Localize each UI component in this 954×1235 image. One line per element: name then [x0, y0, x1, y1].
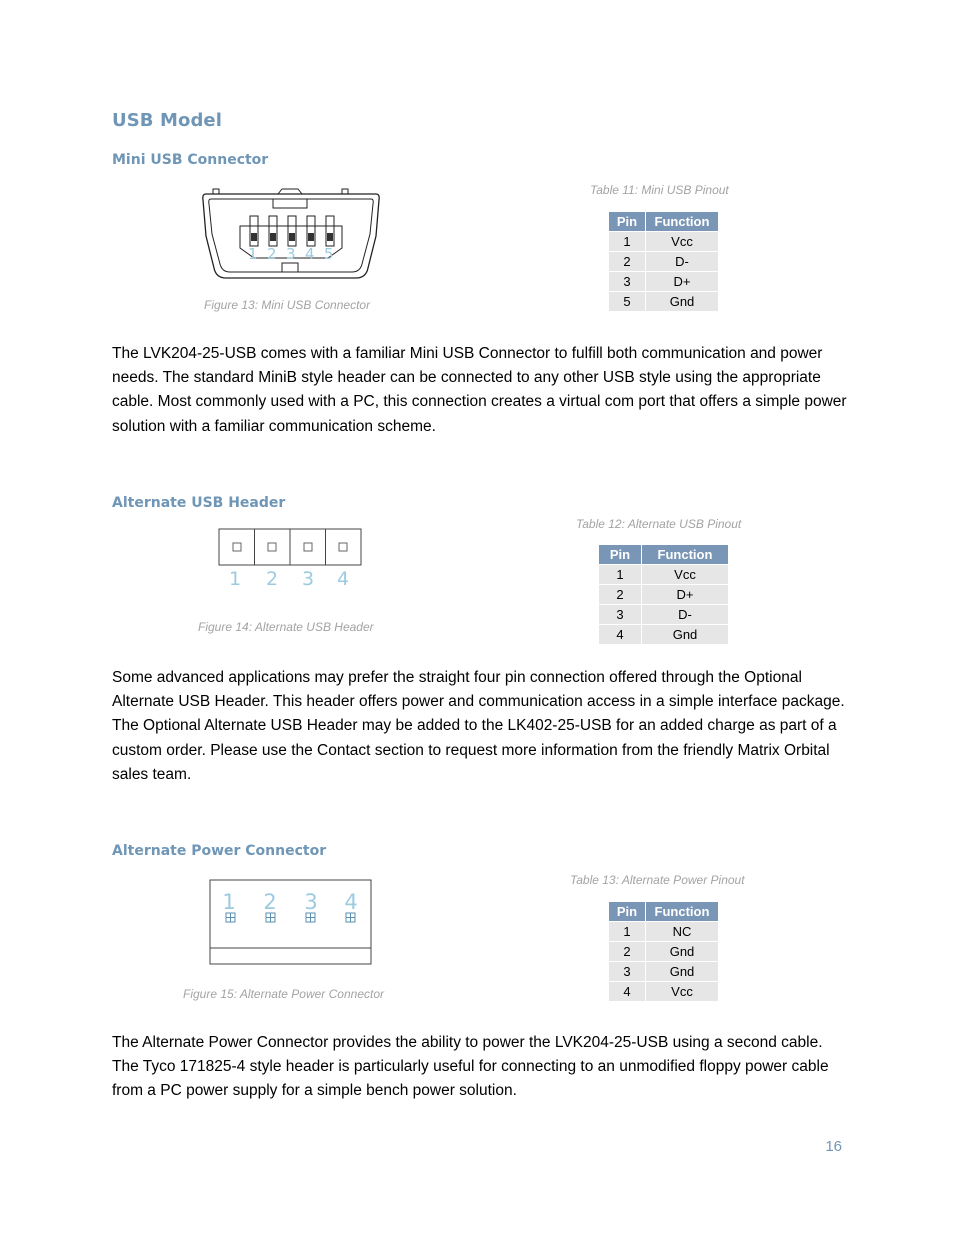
figure-caption: Figure 15: Alternate Power Connector: [183, 987, 384, 1001]
function-cell: Gnd: [642, 625, 729, 645]
function-cell: Gnd: [646, 942, 719, 962]
table-caption: Table 13: Alternate Power Pinout: [570, 873, 745, 887]
figure-pin-label: 2: [267, 245, 277, 263]
table-caption: Table 11: Mini USB Pinout: [590, 183, 729, 197]
table-header-row: [609, 212, 719, 232]
pin-cell: 3: [609, 962, 646, 982]
figure-pin-label: 1: [228, 568, 242, 590]
table-caption: Table 12: Alternate USB Pinout: [576, 517, 742, 531]
figure-pin-label: 4: [344, 890, 358, 914]
pin-cell: 1: [609, 922, 646, 942]
table-row: [609, 292, 719, 312]
figure-caption: Figure 14: Alternate USB Header: [198, 620, 374, 634]
function-cell: Gnd: [646, 292, 719, 312]
pin-cell: 3: [599, 605, 642, 625]
pin-cell: 2: [609, 252, 646, 272]
column-header: Function: [646, 212, 719, 232]
function-cell: D+: [642, 585, 729, 605]
table-row: [609, 252, 719, 272]
table-row: [599, 585, 729, 605]
page-number: 16: [825, 1138, 842, 1155]
pin-cell: 4: [609, 982, 646, 1002]
figure-pin-label: 5: [324, 245, 334, 263]
section-title-alternate-power: Alternate Power Connector: [112, 843, 327, 859]
figure-caption: Figure 13: Mini USB Connector: [204, 298, 371, 312]
function-cell: NC: [646, 922, 719, 942]
figure-pin-label: 1: [248, 245, 258, 263]
column-header: Pin: [609, 212, 646, 232]
function-cell: Gnd: [646, 962, 719, 982]
table-row: [599, 565, 729, 585]
section-title-alternate-usb: Alternate USB Header: [112, 495, 286, 511]
table-row: [609, 922, 719, 942]
pin-cell: 4: [599, 625, 642, 645]
pin-cell: 2: [609, 942, 646, 962]
figure-pin-label: 4: [305, 245, 315, 263]
function-cell: D+: [646, 272, 719, 292]
pin-cell: 1: [609, 232, 646, 252]
function-cell: Vcc: [642, 565, 729, 585]
paragraph-alternate-usb: Some advanced applications may prefer the straight four pin connection offered through the Optional Alternate USB Header. This header offers power and communication access in a simple interface package. The Optional Alternate USB Header may be added to the LK402-25-USB for an added charge as part of a custom order. Please use the Contact section to request more information from the friendly Matrix Orbital sales team.: [112, 669, 845, 783]
table-header-row: [599, 545, 729, 565]
function-cell: D-: [646, 252, 719, 272]
figure-pin-label: 2: [265, 568, 279, 590]
function-cell: Vcc: [646, 232, 719, 252]
function-cell: D-: [642, 605, 729, 625]
table-row: [599, 625, 729, 645]
figure-pin-label: 4: [336, 568, 350, 590]
paragraph-alternate-power: The Alternate Power Connector provides the ability to power the LVK204-25-USB using a second cable. The Tyco 171825-4 style header is particularly useful for connecting to an unmodified floppy power cable from a PC power supply for a simple bench power solution.: [112, 1034, 829, 1100]
alternate-power-connector-figure: [208, 878, 374, 966]
function-cell: Vcc: [646, 982, 719, 1002]
figure-pin-label: 3: [304, 890, 318, 914]
column-header: Function: [646, 902, 719, 922]
pin-cell: 3: [609, 272, 646, 292]
table-row: [599, 605, 729, 625]
table-row: [609, 232, 719, 252]
column-header: Function: [642, 545, 729, 565]
pinout-table-mini-usb: [608, 211, 719, 312]
pinout-table-alternate-usb: [598, 544, 729, 645]
pin-cell: 1: [599, 565, 642, 585]
pin-cell: 2: [599, 585, 642, 605]
table-row: [609, 982, 719, 1002]
page-heading: USB Model: [112, 110, 223, 131]
figure-pin-label: 1: [222, 890, 236, 914]
paragraph-mini-usb: The LVK204-25-USB comes with a familiar Mini USB Connector to fulfill both communication and power needs. The standard MiniB style header can be connected to any other USB style using the appropriate cable. Most commonly used with a PC, this connection creates a virtual com port that offers a simple power solution with a familiar communication scheme.: [112, 345, 847, 435]
pinout-table-alternate-power: [608, 901, 719, 1002]
table-row: [609, 962, 719, 982]
figure-pin-label: 3: [286, 245, 296, 263]
section-title-mini-usb: Mini USB Connector: [112, 152, 269, 168]
table-row: [609, 942, 719, 962]
table-row: [609, 272, 719, 292]
alternate-usb-header-figure: [216, 527, 366, 593]
figure-pin-label: 3: [301, 568, 315, 590]
pin-cell: 5: [609, 292, 646, 312]
mini-usb-connector-figure: [200, 186, 382, 284]
table-header-row: [609, 902, 719, 922]
column-header: Pin: [599, 545, 642, 565]
column-header: Pin: [609, 902, 646, 922]
figure-pin-label: 2: [263, 890, 277, 914]
